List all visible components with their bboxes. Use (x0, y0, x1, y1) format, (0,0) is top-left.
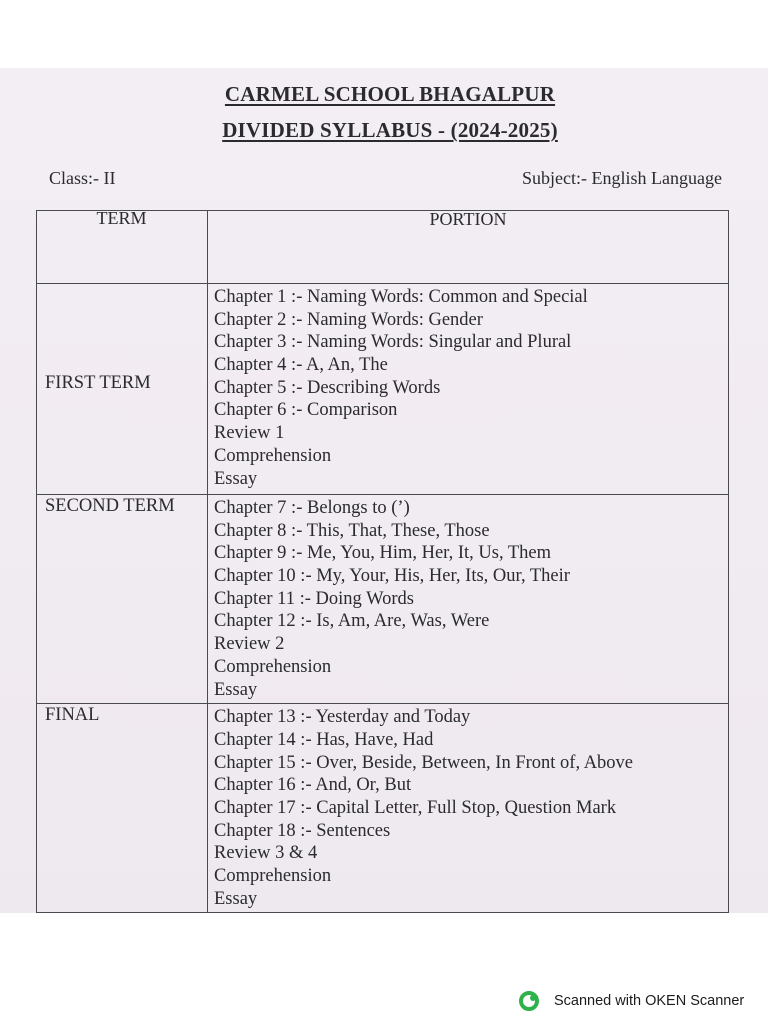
portion-item: Chapter 3 :- Naming Words: Singular and Plural (214, 332, 572, 353)
portion-item: Chapter 4 :- A, An, The (214, 355, 388, 376)
portion-item: Chapter 9 :- Me, You, Him, Her, It, Us, Them (214, 543, 552, 564)
portion-item: Review 2 (214, 634, 285, 655)
portion-item: Essay (214, 468, 258, 489)
portion-item: Chapter 14 :- Has, Have, Had (214, 729, 434, 750)
portion-cell (208, 495, 729, 704)
portion-item: Chapter 15 :- Over, Beside, Between, In Front of, Above (214, 752, 634, 773)
syllabus-table (36, 210, 729, 913)
portion-item: Chapter 16 :- And, Or, But (214, 775, 412, 796)
portion-cell (208, 704, 729, 913)
term-cell (37, 284, 208, 495)
table-header-row (37, 211, 729, 284)
portion-item: Chapter 8 :- This, That, These, Those (214, 520, 490, 541)
class-label: Class:- II (49, 168, 116, 188)
table-row-first-term (37, 284, 729, 495)
column-header-term: TERM (37, 211, 208, 284)
portion-item: Chapter 7 :- Belongs to (’) (214, 498, 410, 518)
table-row-second-term (37, 495, 729, 704)
term-cell (37, 495, 208, 704)
portion-item: Chapter 13 :- Yesterday and Today (214, 707, 471, 728)
portion-item: Comprehension (214, 866, 332, 886)
portion-item: Essay (214, 679, 258, 700)
term-label: FIRST TERM (45, 373, 151, 393)
portion-item: Chapter 17 :- Capital Letter, Full Stop, Question Mark (214, 797, 617, 818)
portion-item: Comprehension (214, 656, 332, 677)
table-row-final-term (37, 704, 729, 913)
syllabus-title: DIVIDED SYLLABUS - (2024-2025) (222, 118, 558, 142)
portion-item: Chapter 5 :- Describing Words (214, 377, 441, 398)
portion-item: Chapter 10 :- My, Your, His, Her, Its, Our, Their (214, 566, 570, 587)
term-label: FINAL (45, 705, 100, 726)
school-name: CARMEL SCHOOL BHAGALPUR (224, 82, 556, 106)
term-cell (37, 704, 208, 913)
scanned-document-page (0, 68, 768, 913)
portion-item: Chapter 11 :- Doing Words (214, 588, 414, 609)
term-label: SECOND TERM (45, 496, 175, 516)
scanner-watermark (518, 990, 744, 1012)
oken-scanner-logo-icon (518, 990, 540, 1012)
portion-item: Comprehension (214, 445, 332, 466)
portion-item: Review 3 & 4 (214, 843, 318, 864)
subject-label: Subject:- English Language (522, 168, 722, 188)
portion-item: Review 1 (214, 423, 285, 444)
scanner-text: Scanned with OKEN Scanner (554, 993, 745, 1009)
portion-item: Chapter 2 :- Naming Words: Gender (214, 309, 483, 330)
portion-cell (208, 284, 729, 495)
portion-item: Chapter 6 :- Comparison (214, 400, 398, 421)
portion-item: Chapter 1 :- Naming Words: Common and Special (214, 287, 588, 307)
portion-item: Essay (214, 888, 258, 909)
portion-item: Chapter 18 :- Sentences (214, 820, 391, 841)
column-header-portion: PORTION (208, 211, 729, 284)
portion-item: Chapter 12 :- Is, Am, Are, Was, Were (214, 611, 490, 632)
